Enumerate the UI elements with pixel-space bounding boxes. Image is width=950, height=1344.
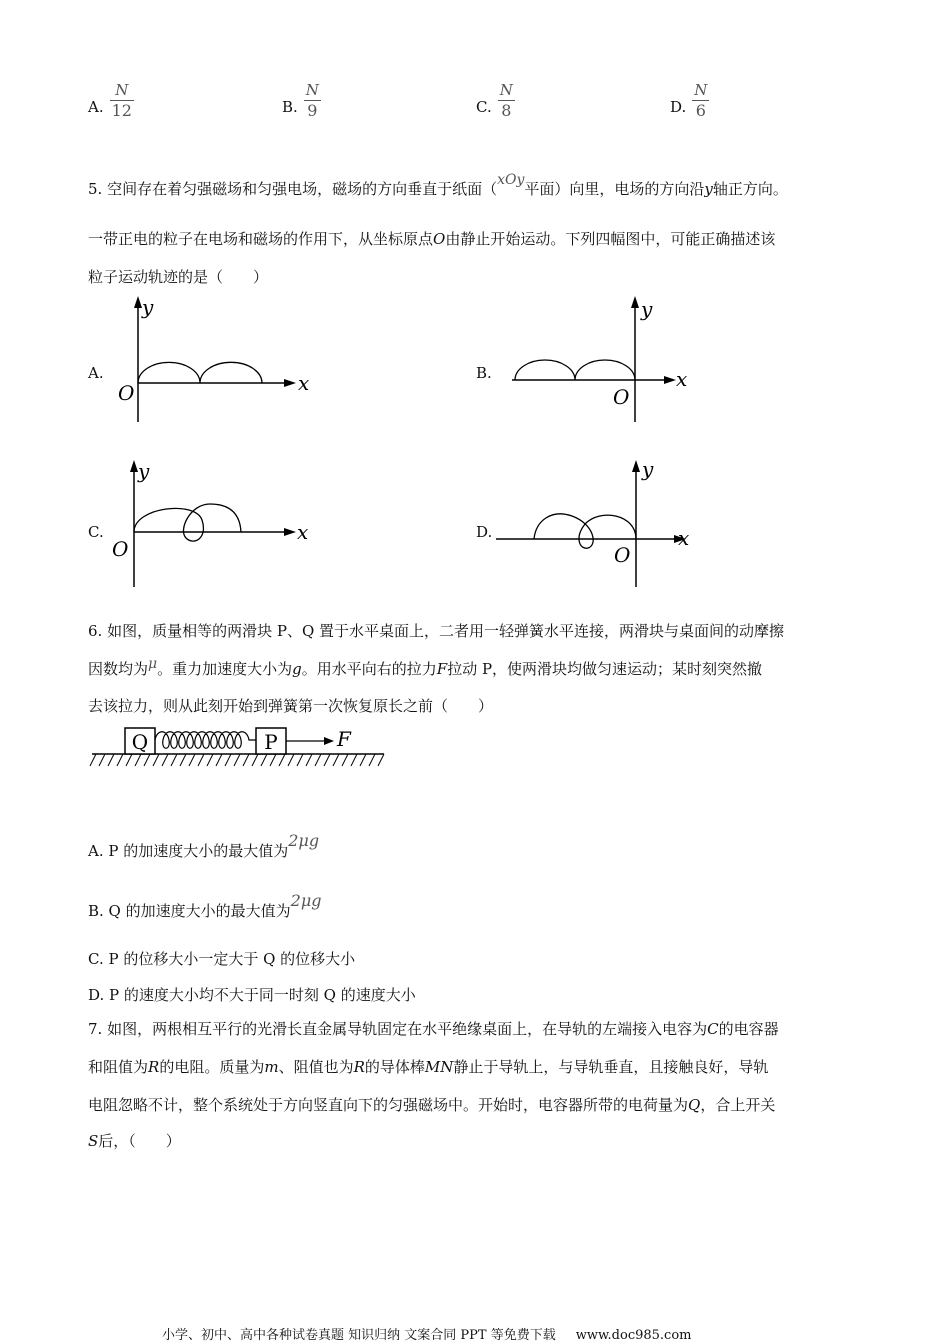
y-label: y <box>641 297 653 321</box>
q7-line-4: S后，（ ） <box>88 1132 181 1150</box>
y-label: y <box>142 295 154 319</box>
origin-label: O <box>118 381 135 405</box>
y-arrow <box>632 460 640 472</box>
footer <box>162 1324 691 1343</box>
q7-line-3: 电阻忽略不计，整个系统处于方向竖直向下的匀强磁场中。开始时，电容器所带的电荷量为Q，合上开关 <box>88 1096 776 1114</box>
q5-option-d-label: D. <box>476 523 493 541</box>
q5-line-3: 粒子运动轨迹的是（ ） <box>88 268 269 286</box>
option-label: A. <box>88 98 104 116</box>
q5-option-b-label: B. <box>476 364 492 382</box>
x-arrow <box>284 379 296 387</box>
q4-option-b <box>282 83 321 119</box>
table-hatching <box>90 754 384 766</box>
q6-option-b: B. Q 的加速度大小的最大值为2μg <box>88 891 322 920</box>
q5-diagram-a <box>100 292 330 427</box>
q5-diagram-d <box>490 452 710 592</box>
option-label: C. <box>476 98 492 116</box>
y-label: y <box>138 459 150 483</box>
q6-option-c: C. P 的位移大小一定大于 Q 的位移大小 <box>88 950 356 968</box>
origin-label: O <box>112 537 129 561</box>
x-label: x <box>298 371 310 395</box>
x-label: x <box>297 520 309 544</box>
spring <box>155 732 256 749</box>
origin-label: O <box>613 385 630 409</box>
trajectory <box>515 360 635 380</box>
x-arrow <box>664 376 676 384</box>
q6-option-a: A. P 的加速度大小的最大值为2μg <box>88 831 320 860</box>
y-arrow <box>631 296 639 308</box>
q6-line-2: 因数均为μ。重力加速度大小为g。用水平向右的拉力F拉动 P，使两滑块均做匀速运动；某时刻突然撤 <box>88 656 763 678</box>
q4-option-d <box>670 83 709 119</box>
x-label: x <box>678 526 690 550</box>
force-arrowhead <box>324 737 334 745</box>
fraction: $\frac{N}{8}$ <box>499 81 513 120</box>
math-2mug: 2μg <box>288 831 320 850</box>
y-arrow <box>130 460 138 472</box>
trajectory <box>134 504 241 541</box>
fraction: $\frac{N}{9}$ <box>305 81 319 120</box>
option-label: D. <box>670 98 687 116</box>
q5-option-a-label: A. <box>88 364 104 382</box>
q5-diagram-c <box>100 452 330 592</box>
q4-option-a <box>88 83 134 119</box>
trajectory <box>138 362 262 383</box>
footer-url[interactable]: www.doc985.com <box>575 1328 692 1343</box>
force-label: F <box>337 727 351 751</box>
y-arrow <box>134 296 142 308</box>
math-mu: μ <box>148 656 158 672</box>
q7-line-2: 和阻值为R的电阻。质量为m、阻值也为R的导体棒MN静止于导轨上，与导轨垂直，且接触良好，导轨 <box>88 1058 769 1076</box>
origin-label: O <box>614 543 631 567</box>
q7-line-1: 7. 如图，两根相互平行的光滑长直金属导轨固定在水平绝缘桌面上，在导轨的左端接入电容为C的电容器 <box>88 1020 779 1038</box>
y-label: y <box>642 457 654 481</box>
q5-line-2: 一带正电的粒子在电场和磁场的作用下，从坐标原点O由静止开始运动。下列四幅图中，可能正确描述该 <box>88 230 776 248</box>
block-p-label: P <box>264 730 278 754</box>
q6-option-d: D. P 的速度大小均不大于同一时刻 Q 的速度大小 <box>88 986 416 1004</box>
block-q-label: Q <box>131 730 149 754</box>
q6-figure <box>88 722 388 772</box>
q5-option-c-label: C. <box>88 523 104 541</box>
q5-diagram-b <box>490 292 710 427</box>
fraction: $\frac{N}{12}$ <box>111 81 132 120</box>
x-label: x <box>676 367 688 391</box>
x-arrow <box>284 528 296 536</box>
fraction: $\frac{N}{6}$ <box>694 81 708 120</box>
q6-line-1: 6. 如图，质量相等的两滑块 P、Q 置于水平桌面上，二者用一轻弹簧水平连接，两滑块与桌面间的动摩擦 <box>88 622 785 640</box>
q4-option-c <box>476 83 515 119</box>
q5-line-1: 5. 空间存在着匀强磁场和匀强电场，磁场的方向垂直于纸面（xOy平面）向里，电场的方向沿y轴正方向。 <box>88 172 788 198</box>
math-2mug: 2μg <box>290 891 322 910</box>
math-xoy: xOy <box>497 172 525 188</box>
footer-text: 小学、初中、高中各种试卷真题 知识归纳 文案合同 PPT 等免费下载 <box>162 1328 556 1343</box>
q6-line-3: 去该拉力，则从此刻开始到弹簧第一次恢复原长之前（ ） <box>88 697 494 715</box>
option-label: B. <box>282 98 298 116</box>
